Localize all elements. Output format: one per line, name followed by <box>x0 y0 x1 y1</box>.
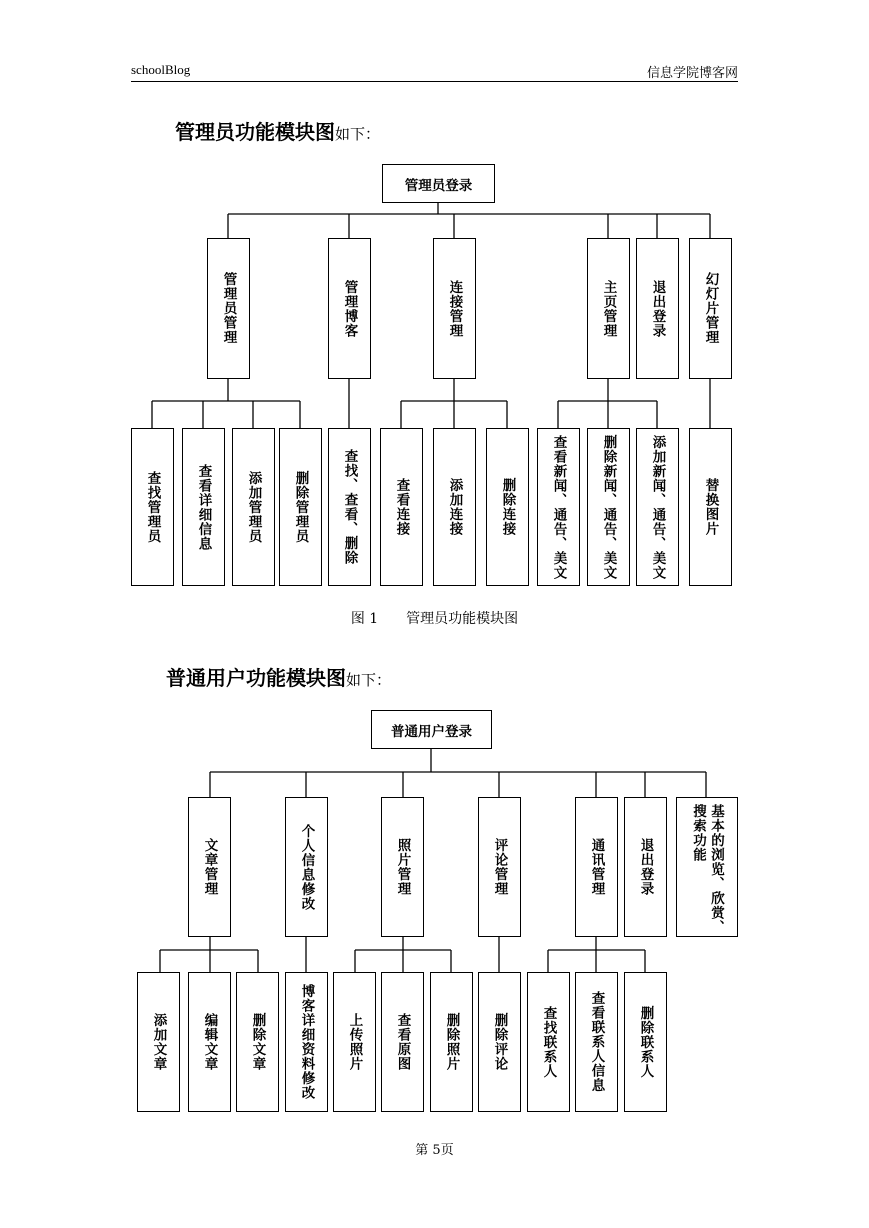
d2-module-basic-browse-search <box>676 797 738 937</box>
d2-leaf-label: 删除联系人 <box>637 1005 654 1079</box>
d1-leaf-label: 查看新闻、通告、美文 <box>550 434 567 580</box>
section1-heading-suffix: 如下： <box>335 125 381 143</box>
d2-module-logout <box>624 797 667 937</box>
d2-module-label: 照片管理 <box>394 838 411 896</box>
d2-leaf-label: 删除照片 <box>443 1013 460 1071</box>
d1-leaf-view-news <box>537 428 580 586</box>
d2-leaf-label: 编辑文章 <box>201 1013 218 1071</box>
d1-module-label: 主页管理 <box>600 279 617 338</box>
d1-leaf-label: 查找管理员 <box>144 470 161 544</box>
d1-module-label: 幻灯片管理 <box>702 272 719 345</box>
header-left: schoolBlog <box>131 62 191 77</box>
d2-leaf-label: 查找联系人 <box>540 1005 557 1079</box>
d2-module-label: 个人信息修改 <box>298 823 315 911</box>
d1-module-slideshow-manage <box>689 238 732 379</box>
d2-module-contact-manage <box>575 797 618 937</box>
d2-leaf-edit-blog-profile <box>285 972 328 1112</box>
d2-module-profile-edit <box>285 797 328 937</box>
d1-module-home-manage <box>587 238 630 379</box>
d2-leaf-upload-photo <box>333 972 376 1112</box>
d1-leaf-label: 删除新闻、通告、美文 <box>600 434 617 580</box>
d1-leaf-label: 替换图片 <box>702 478 719 536</box>
d2-module-label: 文章管理 <box>201 838 218 896</box>
d1-module-label: 退出登录 <box>649 279 666 338</box>
d1-leaf-find-view-delete <box>328 428 371 586</box>
d1-leaf-label: 查看详细信息 <box>195 463 212 551</box>
d1-root-admin-login <box>382 164 495 203</box>
page-number: 第 5页 <box>415 1143 454 1158</box>
d2-leaf-delete-photo <box>430 972 473 1112</box>
d2-leaf-view-original <box>381 972 424 1112</box>
d2-module-label: 基本的浏览、欣赏、搜索功能 <box>690 804 724 935</box>
d1-module-blog-manage <box>328 238 371 379</box>
d2-leaf-delete-contact <box>624 972 667 1112</box>
d1-leaf-delete-news <box>587 428 630 586</box>
d1-leaf-add-admin <box>232 428 275 586</box>
d2-leaf-label: 查看联系人信息 <box>588 991 605 1093</box>
d2-root-user-login <box>371 710 492 749</box>
d1-leaf-label: 查看连接 <box>393 478 410 536</box>
d1-leaf-label: 删除连接 <box>499 478 516 536</box>
d1-leaf-view-details <box>182 428 225 586</box>
d2-module-label: 退出登录 <box>637 838 654 896</box>
d1-leaf-view-link <box>380 428 423 586</box>
figure1-caption-number: 图 1 <box>350 611 379 627</box>
d1-leaf-delete-admin <box>279 428 322 586</box>
d2-leaf-label: 删除评论 <box>491 1013 508 1071</box>
d2-leaf-view-contact-info <box>575 972 618 1112</box>
section2-heading <box>166 662 391 691</box>
header-right: 信息学院博客网 <box>646 65 738 80</box>
d2-module-photo-manage <box>381 797 424 937</box>
d1-module-label: 管理博客 <box>341 279 358 338</box>
d2-module-comment-manage <box>478 797 521 937</box>
d1-module-link-manage <box>433 238 476 379</box>
d1-module-label: 管理员管理 <box>220 272 237 345</box>
d1-leaf-add-link <box>433 428 476 586</box>
d2-leaf-delete-comment <box>478 972 521 1112</box>
d2-leaf-label: 添加文章 <box>150 1013 167 1071</box>
d2-module-article-manage <box>188 797 231 937</box>
d1-module-label: 连接管理 <box>446 279 463 338</box>
d2-leaf-find-contact <box>527 972 570 1112</box>
d2-leaf-edit-article <box>188 972 231 1112</box>
d1-module-logout <box>636 238 679 379</box>
d2-leaf-label: 查看原图 <box>394 1013 411 1071</box>
section1-heading-text: 管理员功能模块图 <box>175 120 335 144</box>
d1-module-admin-manage <box>207 238 250 379</box>
d2-leaf-label: 博客详细资料修改 <box>298 984 315 1100</box>
d1-leaf-find-admin <box>131 428 174 586</box>
d2-leaf-label: 删除文章 <box>249 1013 266 1071</box>
d1-leaf-replace-image <box>689 428 732 586</box>
d1-leaf-label: 查找、查看、删除 <box>341 449 358 565</box>
figure1-caption <box>0 608 869 628</box>
figure1-caption-text: 管理员功能模块图 <box>406 611 519 627</box>
d1-leaf-label: 添加管理员 <box>245 470 262 544</box>
section2-heading-suffix: 如下： <box>346 671 392 689</box>
d1-leaf-label: 删除管理员 <box>292 470 309 544</box>
d2-leaf-delete-article <box>236 972 279 1112</box>
d1-root-label: 管理员登录 <box>404 177 473 194</box>
d2-root-label: 普通用户登录 <box>391 723 472 740</box>
d1-leaf-label: 添加连接 <box>446 478 463 536</box>
d1-leaf-add-news <box>636 428 679 586</box>
d1-leaf-label: 添加新闻、通告、美文 <box>649 434 666 580</box>
d2-module-label: 评论管理 <box>491 838 508 896</box>
d2-leaf-label: 上传照片 <box>346 1013 363 1071</box>
d1-leaf-delete-link <box>486 428 529 586</box>
d2-module-label: 通讯管理 <box>588 838 605 896</box>
d2-leaf-add-article <box>137 972 180 1112</box>
section2-heading-text: 普通用户功能模块图 <box>166 666 346 690</box>
